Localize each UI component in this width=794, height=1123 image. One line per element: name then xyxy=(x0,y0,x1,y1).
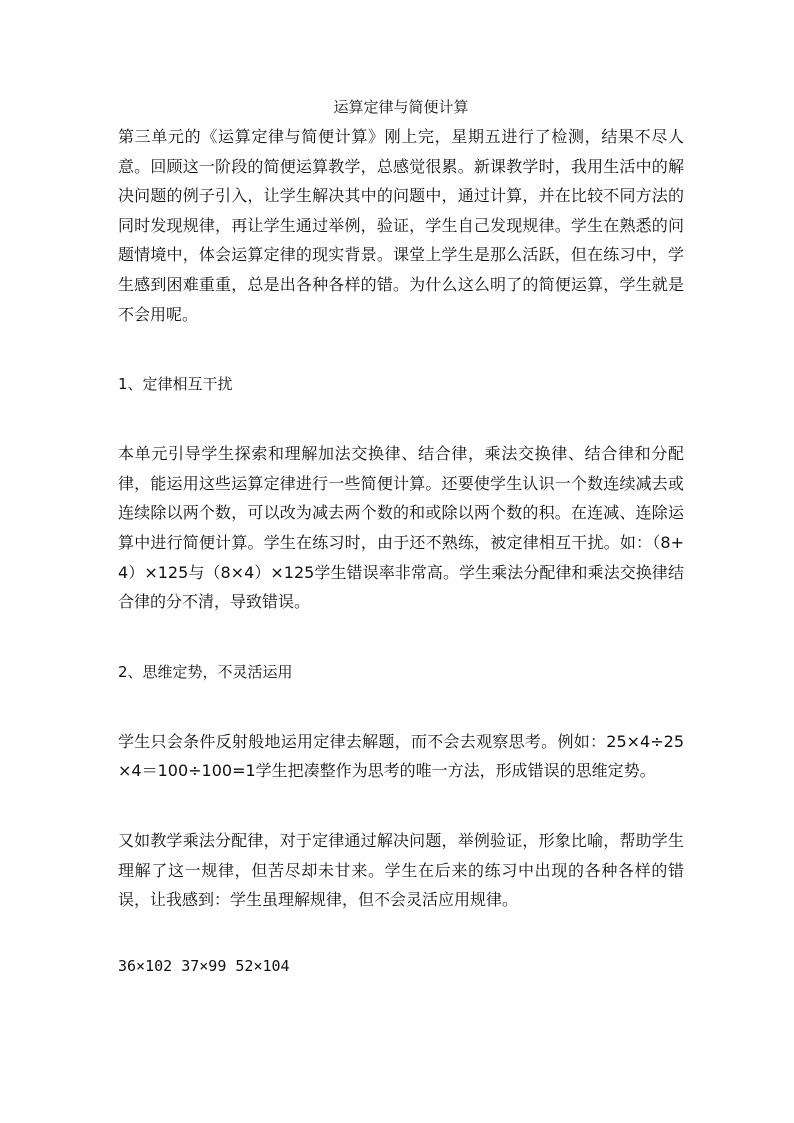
section-heading-2: 2、思维定势，不灵活运用 xyxy=(118,662,293,681)
document-page xyxy=(118,96,684,977)
spacer xyxy=(118,329,684,373)
spacer xyxy=(118,683,684,727)
section-2-paragraph: 学生只会条件反射般地运用定律去解题，而不会去观察思考。例如：25×4÷25×4＝100÷100=1学生把凑整作为思考的唯一方法，形成错误的思维定势。 xyxy=(118,731,684,781)
spacer xyxy=(118,617,684,661)
example-expressions: 36×102 37×99 52×104 xyxy=(118,956,290,975)
intro-paragraph: 第三单元的《运算定律与简便计算》刚上完，星期五进行了检测，结果不尽人意。回顾这一阶段的简便运算教学，总感觉很累。新课教学时，我用生活中的解决问题的例子引入，让学生解决其中的问题中，通过计算，并在比较不同方法的同时发现规律，再让学生通过举例，验证，学生自己发现规律。学生在熟悉的问题情境中，体会运算定律的现实背景。课堂上学生是那么活跃，但在练习中，学生感到困难重重，总是出各种各样的错。为什么这么明了的简便运算，学生就是不会用呢。 xyxy=(118,127,684,324)
document-title: 运算定律与简便计算 xyxy=(333,98,469,116)
section-1-paragraph: 本单元引导学生探索和理解加法交换律、结合律，乘法交换律、结合律和分配律，能运用这些运算定律进行一些简便计算。还要使学生认识一个数连续减去或连续除以两个数，可以改为减去两个数的和或除以两个数的积。在连减、连除运算中进行简便计算。学生在练习时，由于还不熟练，被定律相互干扰。如：（8+4）×125与（8×4）×125学生错误率非常高。学生乘法分配律和乘法交换律结合律的分不清，导致错误。 xyxy=(118,444,684,612)
spacer xyxy=(118,786,684,826)
section-heading-1: 1、定律相互干扰 xyxy=(118,375,233,394)
section-3-paragraph: 又如教学乘法分配律，对于定律通过解决问题，举例验证，形象比喻，帮助学生理解了这一规律，但苦尽却未甘来。学生在后来的练习中出现的各种各样的错误，让我感到：学生虽理解规律，但不会灵活应用规律。 xyxy=(118,830,684,910)
spacer xyxy=(118,395,684,439)
spacer xyxy=(118,915,684,955)
